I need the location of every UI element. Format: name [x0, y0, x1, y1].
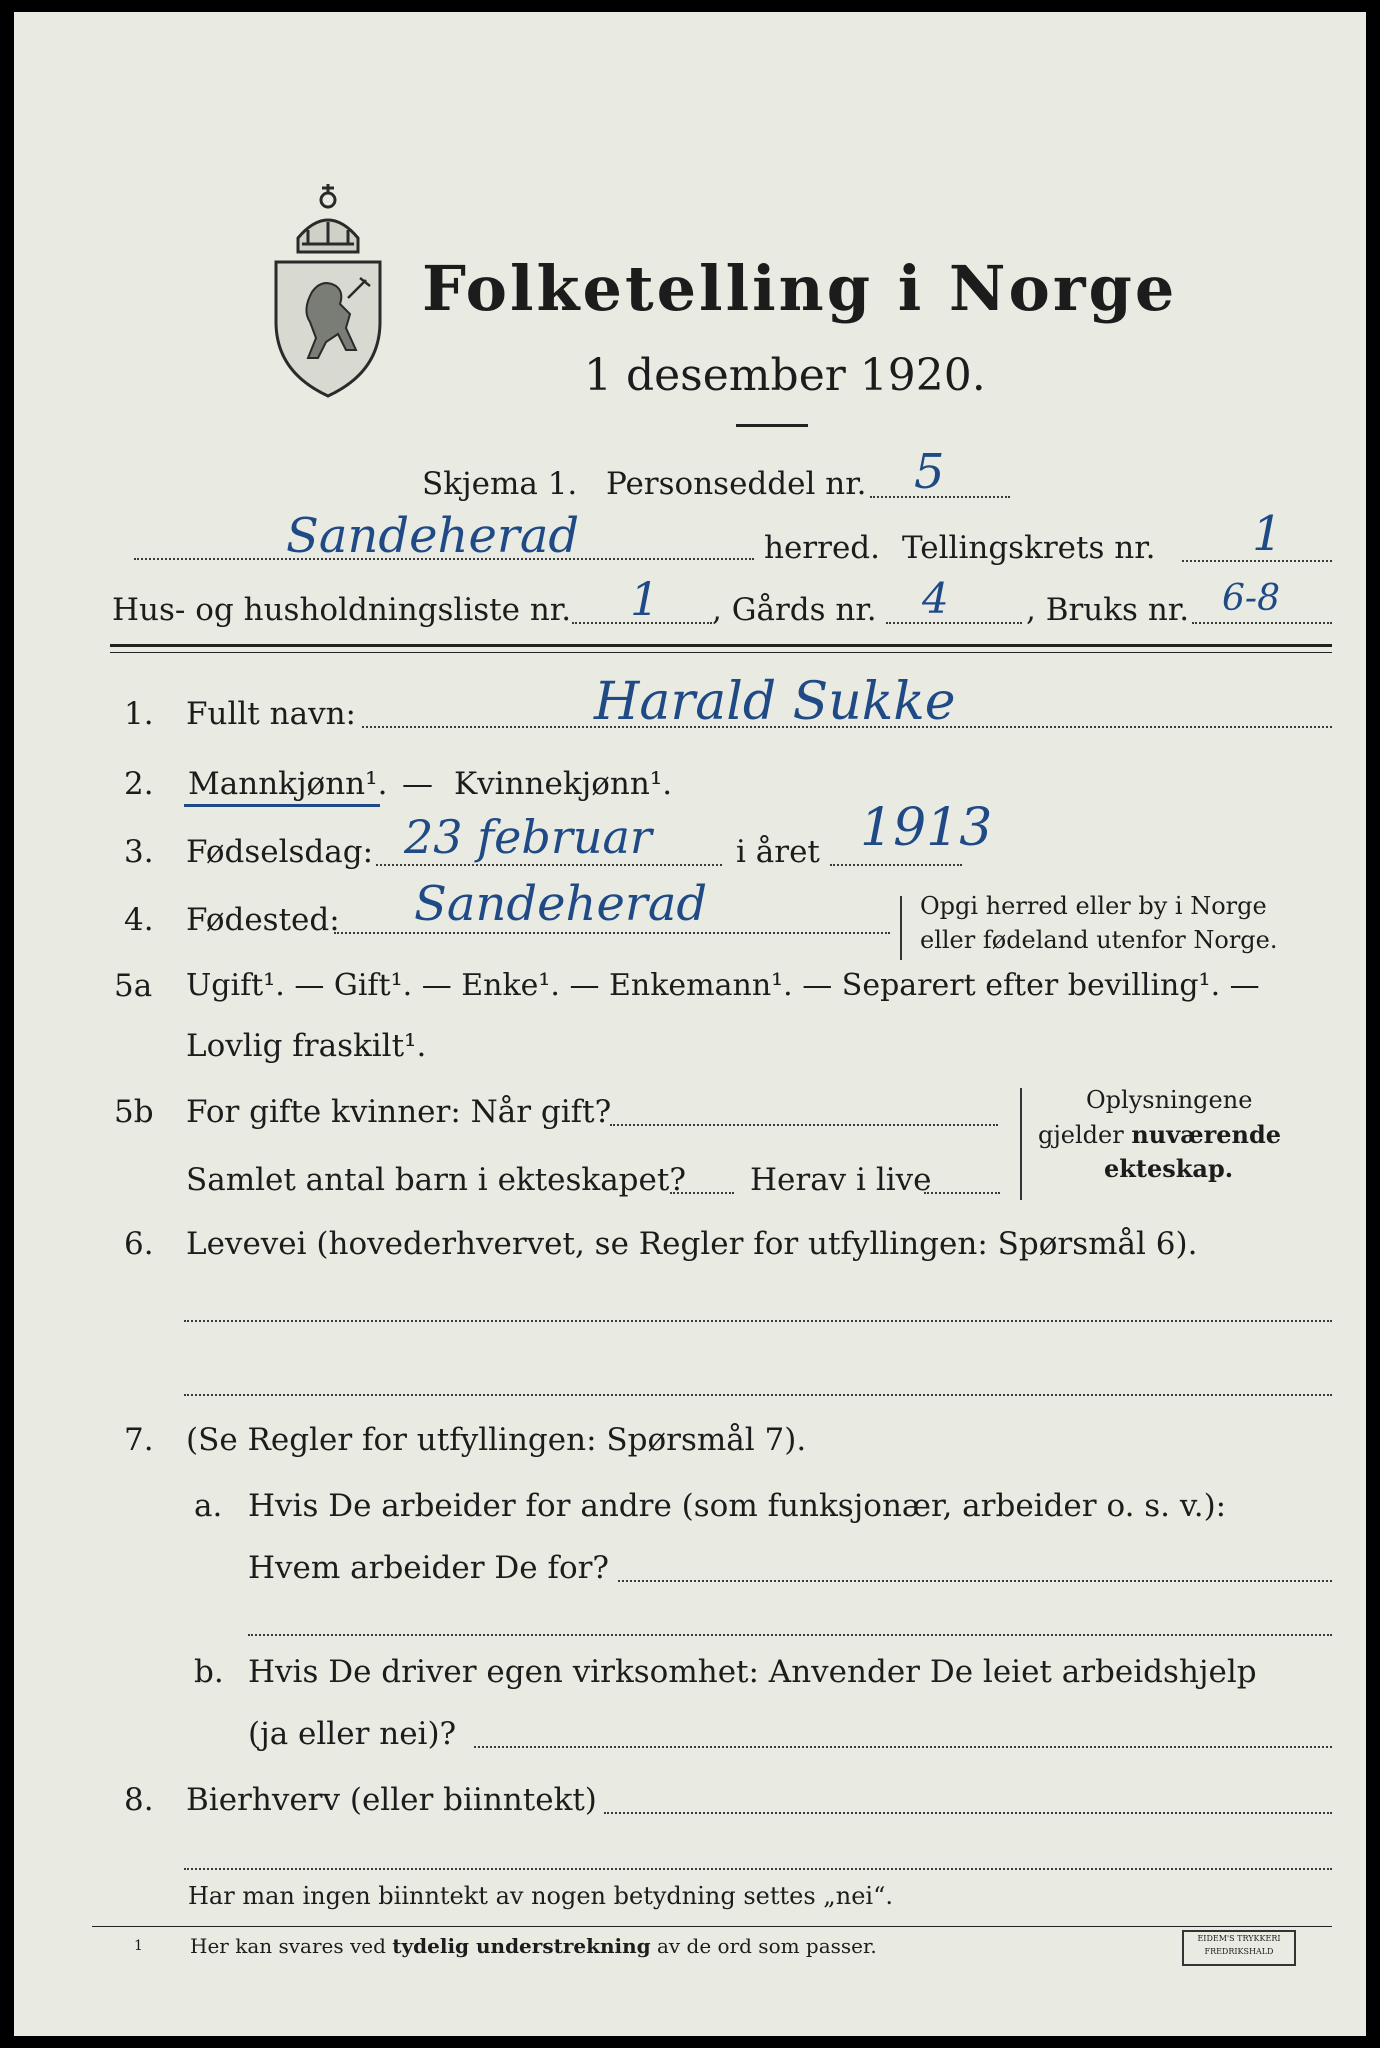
q5b-line2: Samlet antal barn i ekteskapet? [186, 1162, 686, 1198]
tellingskrets-value: 1 [1252, 506, 1283, 562]
q5a-line1: Ugift¹. — Gift¹. — Enke¹. — Enkemann¹. — Separert efter bevilling¹. — [186, 968, 1260, 1003]
q8-number: 8. [124, 1782, 154, 1818]
q3-year-label: i året [736, 834, 820, 870]
q3-birthday-value: 23 februar [404, 810, 652, 864]
q2-male-underline [184, 804, 380, 807]
q2-male-option: Mannkjønn¹. [188, 766, 388, 802]
q4-note-line2: eller fødeland utenfor Norge. [920, 926, 1278, 954]
q1-label: Fullt navn: [186, 696, 356, 732]
q7a-line1: Hvis De arbeider for andre (som funksjonær, arbeider o. s. v.): [248, 1488, 1227, 1524]
herred-label: herred. [764, 530, 880, 566]
q5b-line1: For gifte kvinner: Når gift? [186, 1094, 612, 1130]
q5a-line2: Lovlig fraskilt¹. [186, 1028, 427, 1064]
census-form [14, 12, 1366, 2036]
q7-number: 7. [124, 1422, 154, 1458]
q6-number: 6. [124, 1226, 154, 1262]
q5a-number: 5a [114, 968, 153, 1004]
q1-number: 1. [124, 696, 154, 732]
q3-year-value: 1913 [860, 798, 993, 858]
gards-label: , Gårds nr. [712, 592, 877, 628]
q3-label: Fødselsdag: [186, 834, 374, 870]
q8-note: Har man ingen biinntekt av nogen betydning settes „nei“. [188, 1882, 893, 1910]
form-title: Folketelling i Norge [422, 252, 1178, 325]
q1-full-name-value: Harald Sukke [594, 672, 956, 732]
q7b-line2: (ja eller nei)? [248, 1716, 457, 1752]
q4-note-line1: Opgi herred eller by i Norge [920, 892, 1267, 920]
tellingskrets-label: Tellingskrets nr. [902, 530, 1156, 566]
q7b-letter: b. [194, 1654, 224, 1690]
q7a-letter: a. [194, 1488, 223, 1524]
q2-female-option: Kvinnekjønn¹. [454, 766, 673, 802]
header-divider-thick [110, 644, 1332, 647]
bruks-value: 6-8 [1222, 578, 1280, 619]
coat-of-arms-icon [262, 182, 394, 400]
header-divider-thin [110, 652, 1332, 653]
q7-label: (Se Regler for utfyllingen: Spørsmål 7). [186, 1422, 807, 1458]
q5b-number: 5b [114, 1094, 154, 1130]
q4-birthplace-value: Sandeherad [414, 876, 708, 932]
herred-value: Sandeherad [286, 508, 580, 564]
q5b-note-line3: ekteskap. [1104, 1154, 1234, 1183]
q6-label: Levevei (hovederhvervet, se Regler for utfyllingen: Spørsmål 6). [186, 1226, 1198, 1262]
personseddel-value: 5 [914, 444, 945, 500]
q5b-note-line2: gjelder nuværende [1038, 1120, 1282, 1149]
gards-value: 4 [922, 574, 949, 623]
q3-number: 3. [124, 834, 154, 870]
q4-label: Fødested: [186, 902, 340, 938]
hus-value: 1 [630, 572, 660, 626]
personseddel-label: Personseddel nr. [606, 466, 867, 502]
skjema-label: Skjema 1. [422, 466, 578, 502]
census-date: 1 desember 1920. [584, 350, 986, 401]
q7b-line1: Hvis De driver egen virksomhet: Anvender De leiet arbeidshjelp [248, 1654, 1257, 1690]
q4-number: 4. [124, 902, 154, 938]
footnote-number: 1 [134, 1938, 143, 1954]
q5b-herav-label: Herav i live [750, 1162, 932, 1198]
footnote-text: Her kan svares ved tydelig understrekning av de ord som passer. [190, 1934, 877, 1958]
q5b-note-line1: Oplysningene [1086, 1086, 1253, 1114]
footnote-divider [92, 1926, 1332, 1927]
q2-separator: — [402, 766, 433, 802]
title-divider [736, 424, 808, 427]
hus-label: Hus- og husholdningsliste nr. [112, 592, 572, 628]
q7a-line2: Hvem arbeider De for? [248, 1550, 610, 1586]
q8-label: Bierhverv (eller biinntekt) [186, 1782, 597, 1818]
printer-stamp: EIDEM'S TRYKKERI FREDRIKSHALD [1182, 1930, 1296, 1966]
q2-number: 2. [124, 766, 154, 802]
bruks-label: , Bruks nr. [1026, 592, 1190, 628]
